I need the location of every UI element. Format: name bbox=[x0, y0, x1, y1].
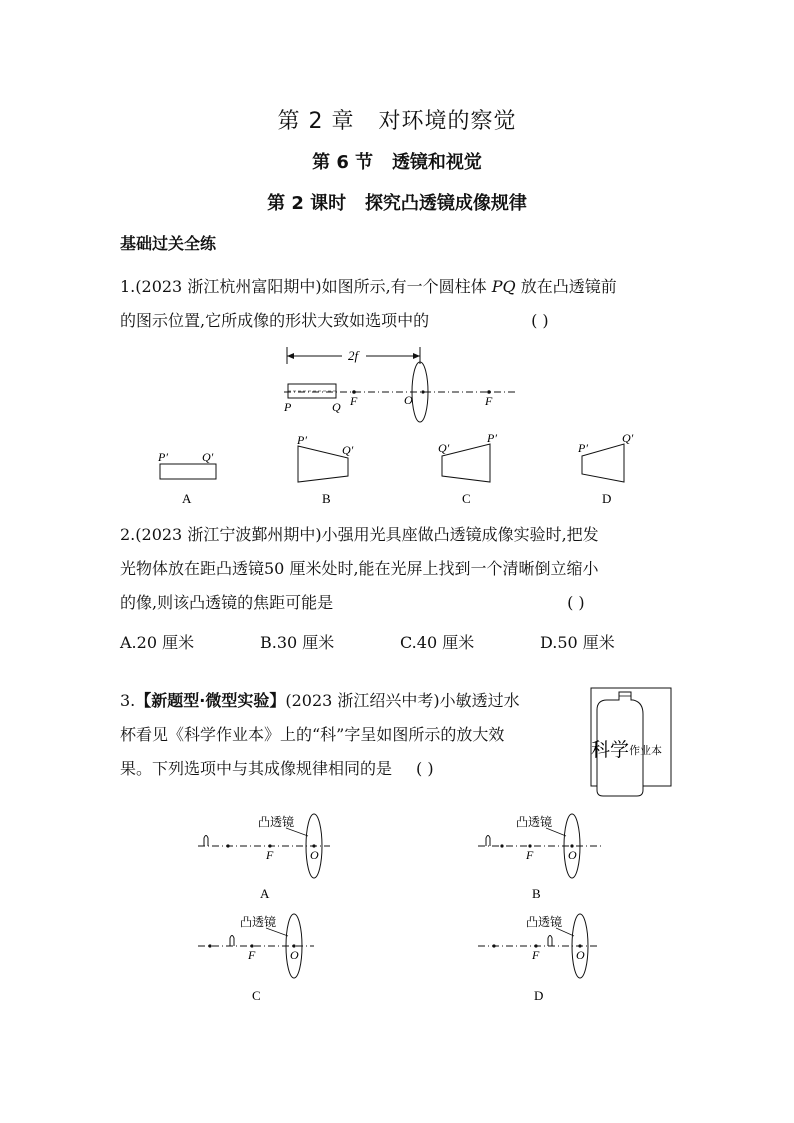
q3-d-leader bbox=[556, 928, 574, 936]
q3-c-leader bbox=[266, 928, 288, 936]
q3-a-candle bbox=[204, 836, 208, 847]
q1-option-a-image bbox=[160, 464, 216, 479]
q1-label-f-left: F bbox=[350, 394, 358, 408]
q1-dim-label: 2f bbox=[348, 348, 359, 363]
question-2 bbox=[120, 518, 680, 660]
question-3 bbox=[120, 684, 580, 786]
q3-b-leader bbox=[546, 828, 566, 836]
q2-answer-blank: ( ) bbox=[567, 593, 585, 612]
q1-option-b-image bbox=[298, 446, 348, 482]
q3-option-d[interactable] bbox=[478, 914, 598, 1003]
q3-d-o-label: O bbox=[576, 948, 585, 962]
q2-number: 2. bbox=[120, 525, 136, 544]
q3-b-candle bbox=[486, 836, 490, 847]
q1-label-q: Q bbox=[332, 400, 341, 414]
q1-line-1 bbox=[120, 270, 680, 304]
q1-option-c-letter: C bbox=[462, 491, 471, 506]
q1-option-d-q: Q′ bbox=[622, 431, 634, 445]
lesson-heading bbox=[0, 189, 794, 215]
q1-option-a[interactable] bbox=[157, 450, 216, 506]
q1-option-a-q: Q′ bbox=[202, 450, 214, 464]
question-1 bbox=[120, 270, 680, 338]
q1-option-b-p: P′ bbox=[297, 433, 307, 447]
q3-text-line3: 果。下列选项中与其成像规律相同的是 bbox=[120, 759, 393, 778]
q3-a-leader bbox=[286, 828, 308, 836]
section-number: 第 6 节 bbox=[312, 152, 374, 173]
q1-source: (2023 浙江杭州富阳期中) bbox=[135, 277, 322, 296]
q3-a-lens-label: 凸透镜 bbox=[258, 815, 295, 829]
q3-d-candle bbox=[548, 936, 552, 947]
q3-line-3 bbox=[120, 752, 580, 786]
q1-dim-arrow-left bbox=[287, 353, 294, 359]
q1-option-a-letter: A bbox=[182, 491, 192, 506]
q2-choice-b[interactable]: B.30 厘米 bbox=[260, 633, 335, 652]
q3-d-lens-label: 凸透镜 bbox=[526, 915, 563, 929]
q1-optical-center-dot bbox=[421, 390, 424, 393]
q3-b-f-label: F bbox=[526, 848, 534, 862]
section-title: 透镜和视觉 bbox=[391, 152, 482, 173]
q1-option-c-q: Q′ bbox=[438, 441, 450, 455]
lesson-number: 第 2 课时 bbox=[267, 193, 347, 214]
q1-label-p: P bbox=[284, 400, 292, 414]
q3-cup-illustration bbox=[583, 686, 675, 798]
q2-text-line3: 的像,则该凸透镜的焦距可能是 bbox=[120, 593, 334, 612]
q3-answer-blank: ( ) bbox=[416, 759, 434, 778]
q2-source: (2023 浙江宁波鄞州期中) bbox=[135, 525, 322, 544]
chapter-title: 对环境的察觉 bbox=[378, 109, 517, 134]
q1-option-c[interactable] bbox=[438, 431, 497, 506]
q1-option-a-p: P′ bbox=[158, 450, 168, 464]
section-heading bbox=[0, 148, 794, 174]
q3-magnified-text: 科学 bbox=[591, 740, 630, 761]
chapter-heading bbox=[0, 104, 794, 135]
q1-options-figure bbox=[150, 430, 670, 512]
q3-c-candle bbox=[230, 936, 234, 947]
q2-text-line2: 光物体放在距凸透镜50 厘米处时,能在光屏上找到一个清晰倒立缩小 bbox=[120, 559, 599, 578]
q2-choice-a[interactable]: A.20 厘米 bbox=[120, 633, 195, 652]
q1-option-b[interactable] bbox=[296, 433, 354, 506]
q3-number: 3. bbox=[120, 691, 136, 710]
q1-label-o: O bbox=[404, 393, 413, 407]
q3-line-1 bbox=[120, 684, 580, 718]
q3-d-f-label: F bbox=[532, 948, 540, 962]
q1-number: 1. bbox=[120, 277, 136, 296]
lesson-title: 探究凸透镜成像规律 bbox=[364, 193, 527, 214]
q3-a-2f-dot bbox=[226, 844, 229, 847]
q3-c-f-label: F bbox=[248, 948, 256, 962]
q3-option-b[interactable] bbox=[478, 814, 602, 901]
q2-choice-d[interactable]: D.50 厘米 bbox=[540, 633, 615, 652]
q3-c-2f-dot bbox=[208, 944, 211, 947]
q1-answer-blank: ( ) bbox=[531, 311, 549, 330]
q3-a-letter: A bbox=[260, 886, 270, 901]
q3-c-o-label: O bbox=[290, 948, 299, 962]
q3-c-lens-label: 凸透镜 bbox=[240, 915, 277, 929]
q1-option-b-letter: B bbox=[322, 491, 331, 506]
chapter-number: 第 2 章 bbox=[277, 109, 355, 134]
q3-d-letter: D bbox=[534, 988, 544, 1003]
q1-option-d-image bbox=[582, 444, 624, 482]
q1-option-d-p: P′ bbox=[578, 441, 588, 455]
q3-tag: 【新题型·微型实验】 bbox=[135, 691, 286, 710]
q1-option-b-q: Q′ bbox=[342, 443, 354, 457]
q3-option-a[interactable] bbox=[198, 814, 330, 901]
q3-a-f-label: F bbox=[266, 848, 274, 862]
q1-dim-arrow-right bbox=[413, 353, 420, 359]
q3-d-2f-dot bbox=[492, 944, 495, 947]
q1-option-d-letter: D bbox=[602, 491, 612, 506]
q2-text-line1: 小强用光具座做凸透镜成像实验时,把发 bbox=[321, 525, 599, 544]
q1-text-line2: 的图示位置,它所成像的形状大致如选项中的 bbox=[120, 311, 430, 330]
q3-workbook-text: 作业本 bbox=[629, 745, 662, 757]
q2-choices bbox=[120, 626, 680, 660]
q1-object-name: PQ bbox=[491, 277, 516, 296]
q3-b-o-label: O bbox=[568, 848, 577, 862]
q3-b-2f-dot bbox=[500, 844, 503, 847]
q1-label-f-right: F bbox=[485, 394, 493, 408]
q3-text-line2: 杯看见《科学作业本》上的“科”字呈如图所示的放大效 bbox=[120, 725, 505, 744]
q3-c-letter: C bbox=[252, 988, 261, 1003]
q2-choice-c[interactable]: C.40 厘米 bbox=[400, 633, 475, 652]
section-label: 基础过关全练 bbox=[120, 234, 217, 253]
q2-line-3 bbox=[120, 586, 680, 620]
q1-line-2 bbox=[120, 304, 680, 338]
q1-text-a: 如图所示,有一个圆柱体 bbox=[321, 277, 492, 296]
q2-line-1 bbox=[120, 518, 680, 552]
q3-b-lens-label: 凸透镜 bbox=[516, 815, 553, 829]
q1-text-b: 放在凸透镜前 bbox=[515, 277, 617, 296]
q3-source: (2023 浙江绍兴中考) bbox=[285, 691, 440, 710]
q3-option-c[interactable] bbox=[198, 914, 314, 1003]
q3-text-line1: 小敏透过水 bbox=[439, 691, 520, 710]
q1-lens-diagram bbox=[270, 342, 530, 432]
q3-a-o-label: O bbox=[310, 848, 319, 862]
q1-option-c-p: P′ bbox=[487, 431, 497, 445]
q3-options-figure bbox=[190, 808, 610, 1008]
q1-option-d[interactable] bbox=[577, 431, 634, 506]
q3-b-letter: B bbox=[532, 886, 541, 901]
